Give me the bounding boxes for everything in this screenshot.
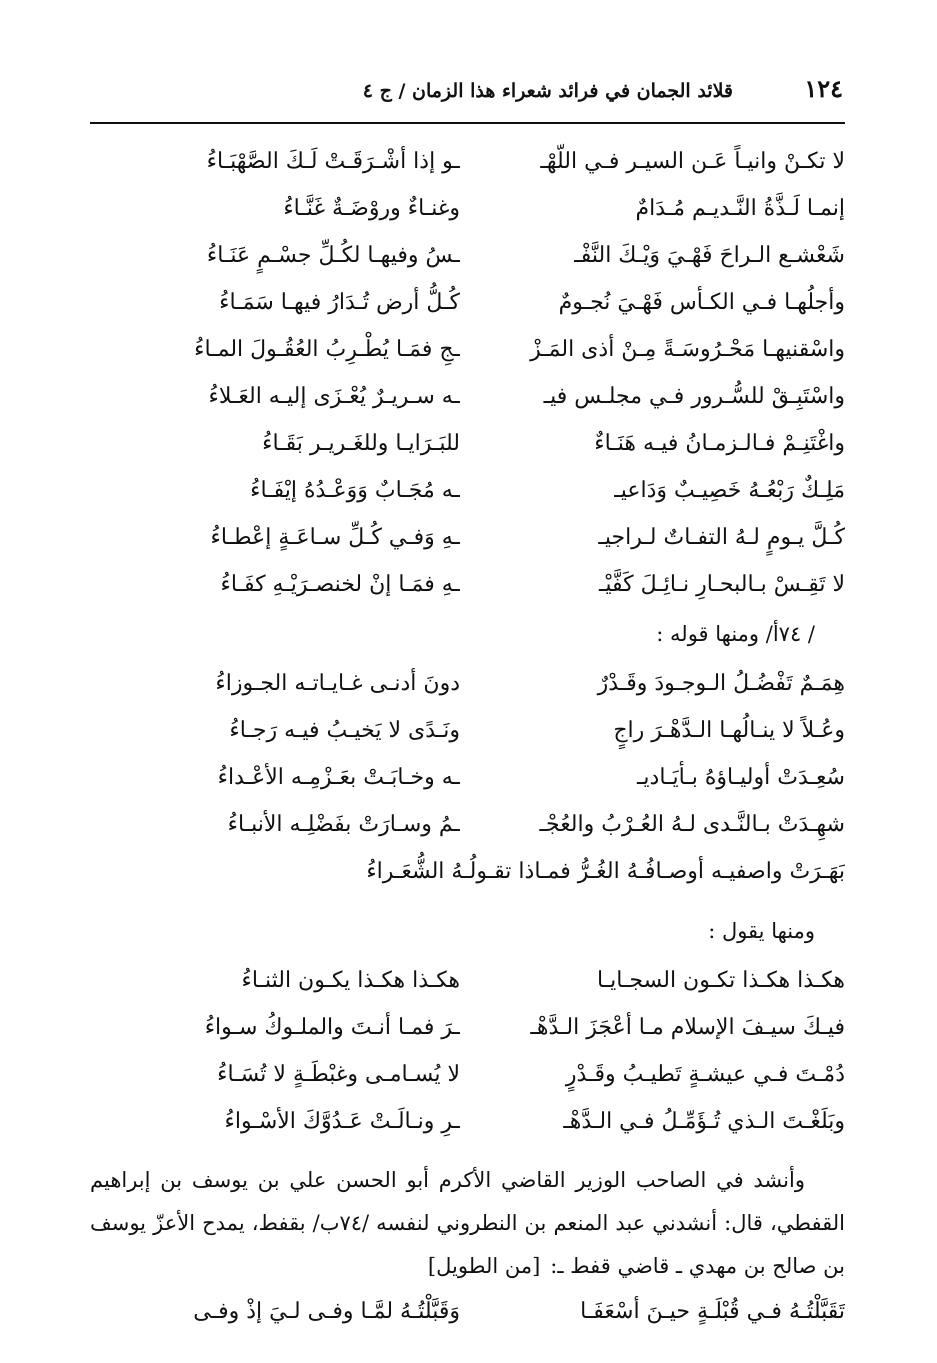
first-hemistich: لا تكـنْ وانيـاً عَـن السيـر فـي اللّهْـ xyxy=(540,149,845,174)
second-hemistich: وَقَبَّلْتُـهُ لمَّـا وفـى لـيَ إذْ وفـى xyxy=(193,1299,460,1324)
running-title: قلائد الجمان في فرائد شعراء هذا الزمان / ج ٤ xyxy=(362,80,733,102)
verse-line xyxy=(90,754,845,801)
poem-3 xyxy=(90,957,845,1145)
verse-line xyxy=(90,1051,845,1098)
verse-line xyxy=(90,660,845,707)
first-hemistich: وبَلَغْـتَ الـذي تُـؤَمِّـلُ فـي الـدَّهْـ xyxy=(563,1109,845,1134)
verse-line xyxy=(90,707,845,754)
verse-line xyxy=(90,467,845,514)
page-number: ١٢٤ xyxy=(804,74,843,103)
second-hemistich: ـرَ فمـا أنـتَ والملـوكُ سـواءُ xyxy=(204,1015,460,1040)
verse-line xyxy=(90,326,845,373)
section-label: / ٧٤أ/ ومنها قوله : xyxy=(656,622,815,646)
second-hemistich: لا يُسـامـى وغبْطَـةٍ لا تُسَـاءُ xyxy=(217,1062,460,1087)
document-page xyxy=(90,70,845,1324)
verse-line xyxy=(90,373,845,420)
verse-line xyxy=(90,957,845,1004)
page-header xyxy=(90,70,845,114)
poem-1 xyxy=(90,138,845,608)
first-hemistich: شهِـدَتْ بـالنَّـدى لـهُ العُـرْبُ والعُجْـ xyxy=(539,812,845,837)
header-rule xyxy=(90,122,845,124)
second-hemistich: ـجِ فمَـا يُطْـرِبُ العُقُـولَ المـاءُ xyxy=(194,337,460,362)
second-hemistich: ـرِ ونـالَـتْ عَـدُوَّكَ الأسْـواءُ xyxy=(224,1109,460,1134)
verse-line xyxy=(90,232,845,279)
second-hemistich: ـو إذا أشْـرَقَـتْ لَـكَ الصَّهْبَـاءُ xyxy=(206,149,460,174)
first-hemistich: واسْقنيهـا مَحْـرُوسَـةً مِـنْ أذى المَـزْ xyxy=(530,337,845,362)
first-hemistich: دُمْـتَ فـي عيشـةٍ تَطيـبُ وقَـدْرٍ xyxy=(565,1062,845,1087)
second-hemistich: كُـلُّ أرض تُـدَارُ فيهـا سَمَـاءُ xyxy=(219,290,460,315)
second-hemistich: دونَ أدنـى غـايـاتـه الجـوزاءُ xyxy=(215,671,460,696)
first-hemistich: تَقَبَّلْتُـهُ فـي قُبْلَـةٍ حيـنَ أسْعَفَـا xyxy=(580,1299,845,1324)
first-hemistich: كُـلَّ يـومٍ لـهُ التفـاتٌ لـراجيـ xyxy=(598,525,845,550)
second-hemistich: ـسُ وفيهـا لكُـلِّ جسْـمٍ عَنَـاءُ xyxy=(206,243,460,268)
first-hemistich: هكـذا هكـذا تكـون السجـايـا xyxy=(597,968,845,993)
verse-line xyxy=(90,1098,845,1145)
second-hemistich: ـهِ فمَـا إنْ لخنصـرَيْـهِ كفَـاءُ xyxy=(220,572,460,597)
poem-4 xyxy=(90,1288,845,1335)
section-label: ومنها يقول : xyxy=(708,919,815,943)
first-hemistich: مَلِـكٌ رَبْعُـهُ خَصِيـبٌ وَدَاعيـ xyxy=(614,478,845,503)
second-hemistich: ونَـدًى لا يَخيـبُ فيـه رَجـاءُ xyxy=(229,718,460,743)
first-hemistich: هِمَـمٌ تَفْضُـلُ الـوجـودَ وقَـدْرٌ xyxy=(597,671,845,696)
page-body xyxy=(90,138,845,1335)
first-hemistich: سُعِـدَتْ أوليـاؤهُ بـأيَـاديـ xyxy=(636,765,845,790)
verse-line xyxy=(90,138,845,185)
verse-line xyxy=(90,1004,845,1051)
first-hemistich: فيـكَ سيـفَ الإسلام مـا أعْجَزَ الـدَّهْـ xyxy=(530,1015,845,1040)
verse-line xyxy=(90,279,845,326)
second-hemistich: ـه وخـابَـتْ بعَـزْمِـه الأعْـداءُ xyxy=(217,765,460,790)
first-hemistich: واغْتَنِـمْ فـالـزمـانُ فيـه هَنَـاءٌ xyxy=(594,431,845,456)
second-hemistich: للبَـرَايـا وللغَـريـر بَقَـاءُ xyxy=(262,431,460,456)
second-hemistich: ـمُ وسـارَتْ بفَضْلِـه الأنبـاءُ xyxy=(227,812,460,837)
full-width-verse: بَهَـرَتْ واصفيـه أوصـافُـهُ الغُـرُّ فمـاذا تقـولُـهُ الشُّعَـراءُ xyxy=(366,859,845,884)
first-hemistich: لا تَقِـسْ بـالبحـارِ نـائِـلَ كَفَّيْـ xyxy=(598,572,845,597)
first-hemistich: وأجلُهـا فـي الكـأس فَهْـيَ نُجـومٌ xyxy=(558,290,845,315)
prose-paragraph xyxy=(90,1159,845,1288)
second-hemistich: وغنـاءٌ وروْضَـةٌ غَنَّـاءُ xyxy=(283,196,460,221)
verse-line xyxy=(90,561,845,608)
first-hemistich: شَعْشـع الـراحَ فَهْـيَ وَيْـكَ النَّفْـ xyxy=(574,243,845,268)
verse-line xyxy=(90,1288,845,1335)
verse-line xyxy=(90,420,845,467)
first-hemistich: وعُـلاً لا ينـالُهـا الـدَّهْـرَ راجٍ xyxy=(613,718,845,743)
second-hemistich: هكـذا هكـذا يكـون الثنـاءُ xyxy=(241,968,460,993)
verse-line xyxy=(90,185,845,232)
meter-tag: [من الطويل] xyxy=(427,1254,541,1278)
verse-line xyxy=(90,801,845,848)
second-hemistich: ـه مُجَـابٌ وَوَعْـدُهُ إيْفَـاءُ xyxy=(250,478,460,503)
prose-text: وأنشد في الصاحب الوزير القاضي الأكرم أبو الحسن علي بن يوسف بن إبراهيم القفطي، قال: أنشدني عبد المنعم بن النطروني لنفسه /٧٤ب/ بقفط، يمدح الأعزّ يوسف بن صالح بن مهدي ـ قاضي قفط ـ: xyxy=(90,1168,845,1278)
first-hemistich: واسْتَبِـقْ للسُّـرور فـي مجلـس فيـ xyxy=(543,384,845,409)
second-hemistich: ـه سـريـرٌ يُعْـزَى إليـه العَـلاءُ xyxy=(208,384,460,409)
poem-2 xyxy=(90,660,845,895)
first-hemistich: إنمـا لَـذَّةُ النَّـديـم مُـدَامٌ xyxy=(635,196,845,221)
verse-line xyxy=(90,514,845,561)
second-hemistich: ـهِ وَفـي كُـلِّ سـاعَـةٍ إعْطـاءُ xyxy=(210,525,460,550)
